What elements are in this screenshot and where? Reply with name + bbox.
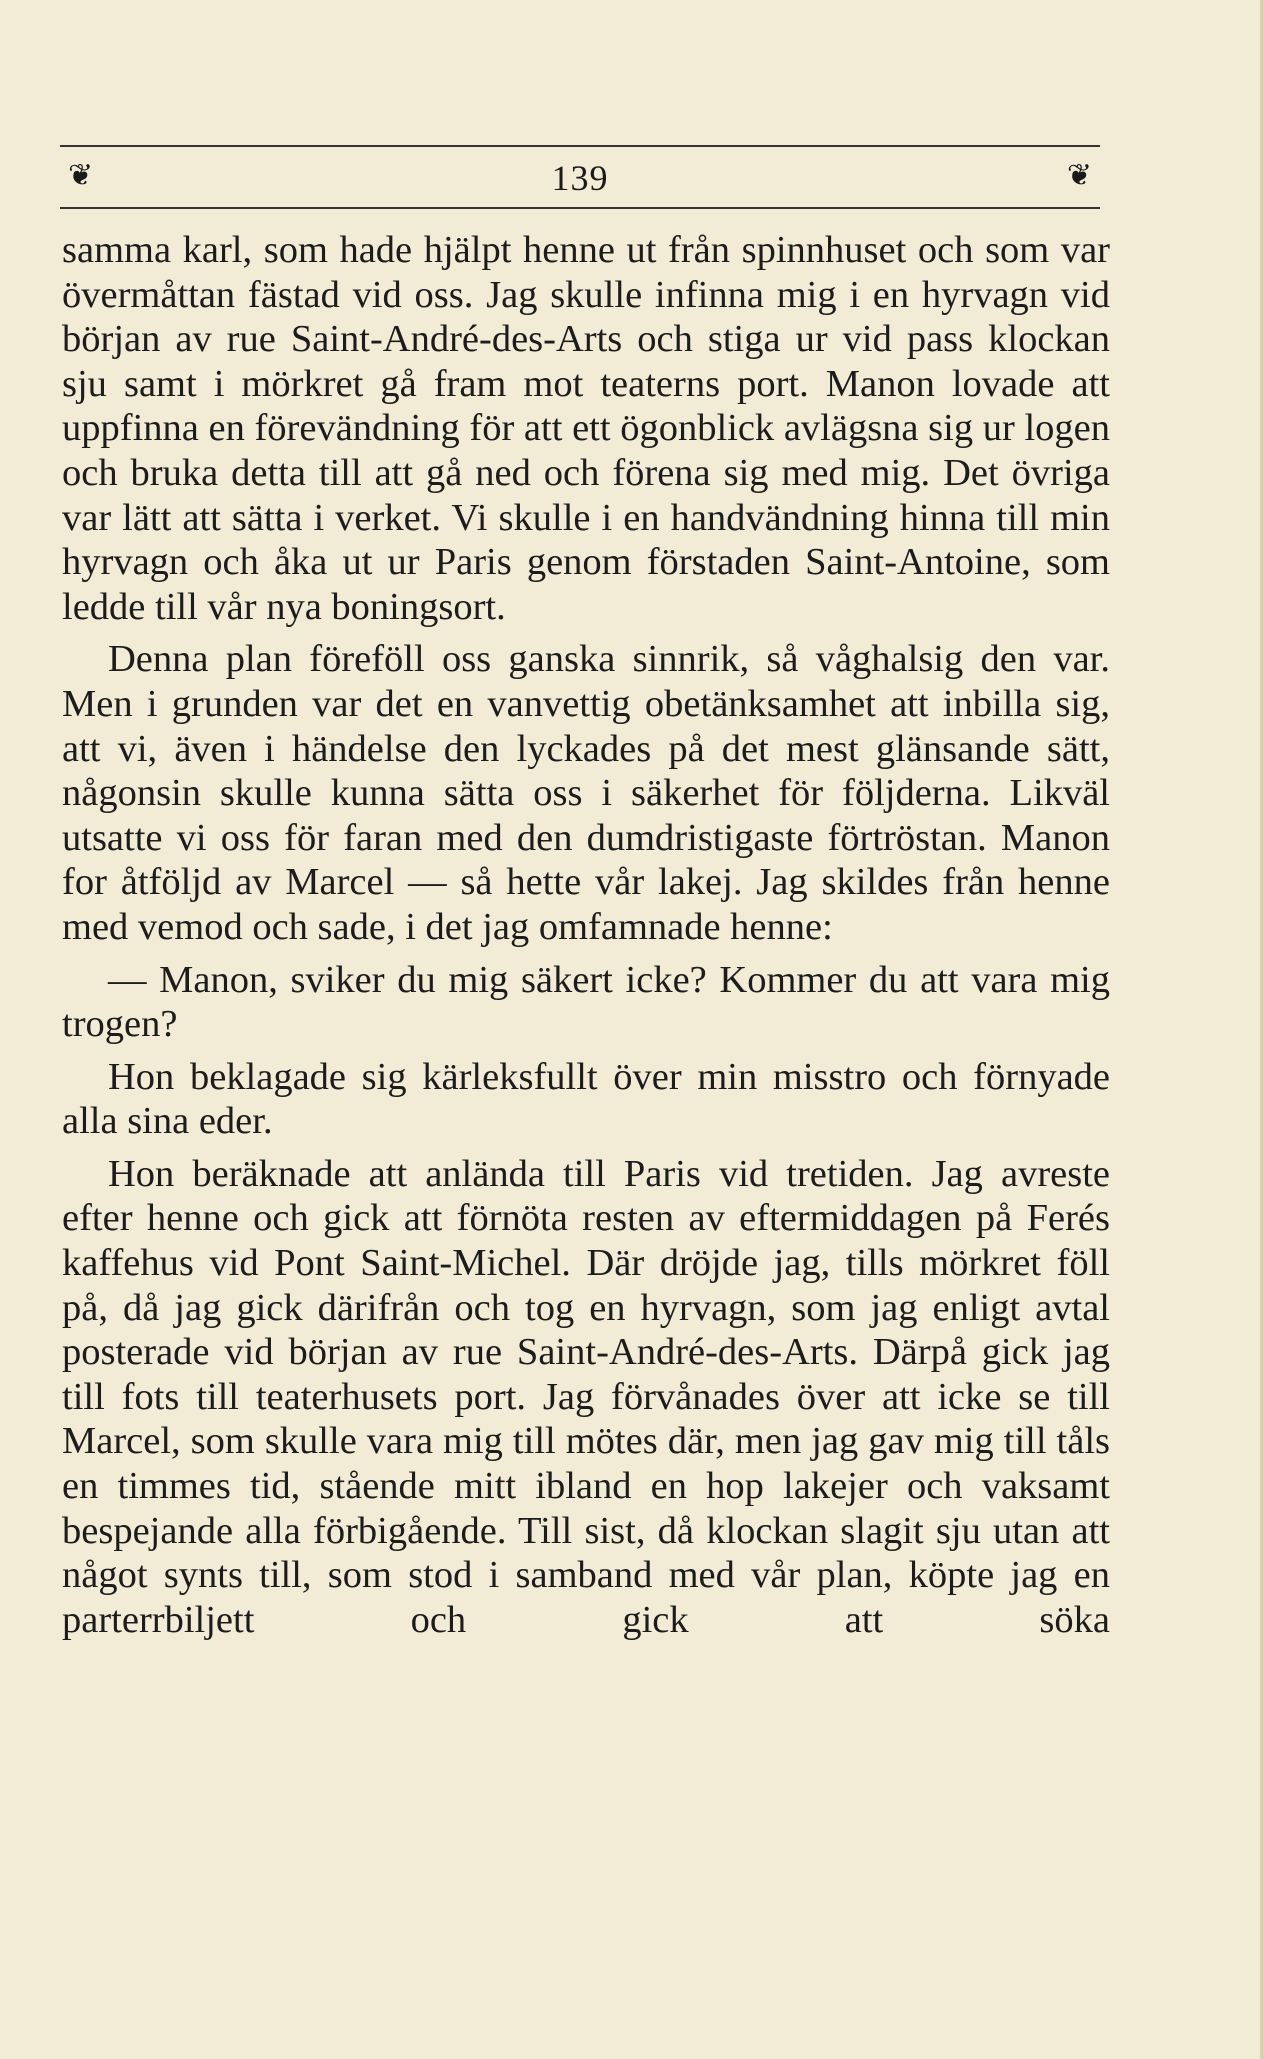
page-number: 139 [551, 158, 609, 198]
paragraph-3: — Manon, sviker du mig säkert icke? Kommer du att vara mig trogen? [62, 958, 1110, 1046]
paragraph-4: Hon beklagade sig kärleksfullt över min misstro och förnyade alla sina eder. [62, 1055, 1110, 1143]
paragraph-2: Denna plan föreföll oss ganska sinnrik, så våghalsig den var. Men i grunden var det en vanvettig obetänksamhet att inbilla sig, att vi, även i händelse den lyckades på det mest glänsande sätt, någonsin skulle kunna sätta oss i säkerhet för följderna. Likväl utsatte vi oss för faran med den dumdristigaste förtröstan. Manon for åtföljd av Marcel — så hette vår lakej. Jag skildes från henne med vemod och sade, i det jag omfamnade henne: [62, 638, 1110, 948]
paragraph-1: samma karl, som hade hjälpt henne ut från spinnhuset och som var övermåttan fästad vid oss. Jag skulle infinna mig i en hyrvagn vid början av rue Saint-André-des-Arts och stiga ur vid pass klockan sju samt i mörkret gå fram mot teaterns port. Manon lovade att uppfinna en förevändning för att ett ögonblick avlägsna sig ur logen och bruka detta till att gå ned och förena sig med mig. Det övriga var lätt att sätta i verket. Vi skulle i en handvändning hinna till min hyrvagn och åka ut ur Paris genom förstaden Saint-Antoine, som ledde till vår nya boningsort. [62, 229, 1110, 628]
fleuron-right-icon: ❦ [1066, 159, 1092, 192]
header-rule-top [60, 145, 1100, 147]
paragraph-5: Hon beräknade att anlända till Paris vid tretiden. Jag avreste efter henne och gick att förnöta resten av eftermiddagen på Ferés kaffehus vid Pont Saint-Michel. Där dröjde jag, tills mörkret föll på, då jag gick därifrån och tog en hyrvagn, som jag enligt avtal posterade vid början av rue Saint-André-des-Arts. Därpå gick jag till fots till teaterhusets port. Jag förvånades över att icke se till Marcel, som skulle vara mig till mötes där, men jag gav mig till tåls en timmes tid, stående mitt ibland en hop lakejer och vaksamt bespejande alla förbigående. Till sist, då klockan slagit sju utan att något synts till, som stod i samband med vår plan, köpte jag en parterrbiljett och gick att söka [62, 1152, 1110, 1641]
fleuron-left-icon: ❦ [68, 159, 94, 192]
body-text [62, 228, 1110, 1650]
page-header [60, 145, 1100, 215]
header-rule-bottom [60, 207, 1100, 209]
